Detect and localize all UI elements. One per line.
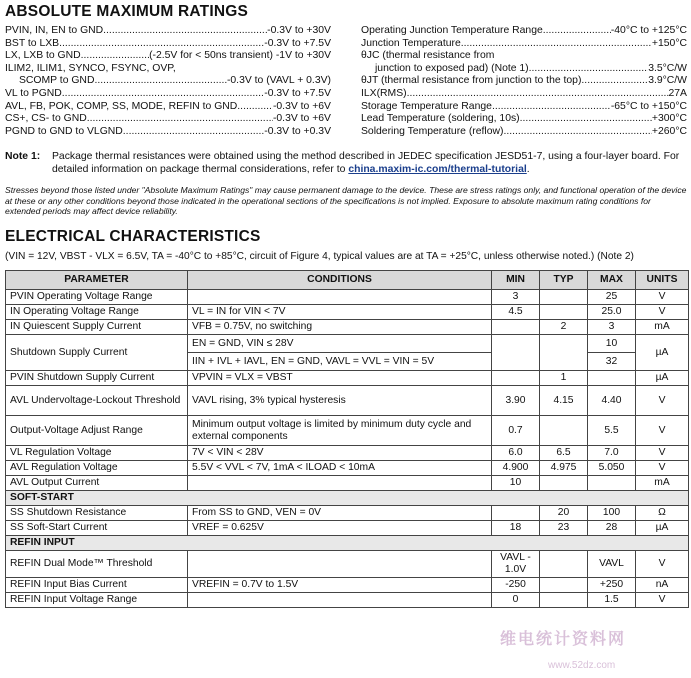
max-cell: 28	[588, 521, 636, 536]
leader-dots	[503, 126, 651, 139]
condition-line: EN = GND, VIN ≤ 28V	[188, 335, 491, 353]
header-max: MAX	[588, 271, 636, 290]
table-row	[6, 461, 689, 476]
rating-value: -0.3V to +7.5V	[264, 37, 331, 49]
param-cell: PVIN Operating Voltage Range	[6, 290, 188, 305]
max-value: 32	[605, 356, 618, 367]
typ-cell: 6.5	[540, 446, 588, 461]
table-row	[6, 446, 689, 461]
rating-label: ILX(RMS)	[361, 87, 407, 99]
typ-cell	[540, 305, 588, 320]
note-1-text: Package thermal resistances were obtained using the method described in JEDEC specification JESD51-7, using a four-layer board. For detailed information on package thermal considerations, refer to	[52, 151, 680, 175]
max-value: 10	[588, 335, 635, 353]
header-conditions: CONDITIONS	[188, 271, 492, 290]
rating-label: LX, LXB to GND	[5, 50, 81, 62]
max-cell	[588, 476, 636, 491]
units-cell: µA	[636, 335, 689, 371]
leader-dots	[103, 25, 267, 38]
note-1-label: Note 1:	[5, 151, 41, 162]
rating-row	[361, 126, 687, 139]
max-cell: 7.0	[588, 446, 636, 461]
rating-label: Lead Temperature (soldering, 10s)	[361, 113, 520, 125]
rating-row	[5, 50, 331, 63]
conditions-cell	[188, 335, 492, 371]
header-typ: TYP	[540, 271, 588, 290]
max-cell: 25	[588, 290, 636, 305]
rating-row	[361, 38, 687, 51]
section-title: REFIN INPUT	[6, 536, 689, 551]
rating-label: BST to LXB	[5, 37, 60, 49]
rating-label: θJT (thermal resistance from junction to the top)	[361, 75, 582, 87]
header-units: UNITS	[636, 271, 689, 290]
abs-max-right-column	[361, 25, 687, 138]
leader-dots	[461, 38, 652, 51]
param-cell: SS Soft-Start Current	[6, 521, 188, 536]
conditions-cell: VAVL rising, 3% typical hysteresis	[188, 386, 492, 416]
param-cell: REFIN Input Bias Current	[6, 578, 188, 593]
rating-row	[5, 38, 331, 51]
max-cell: 100	[588, 506, 636, 521]
table-row	[6, 320, 689, 335]
units-cell: V	[636, 551, 689, 578]
table-row	[6, 593, 689, 608]
leader-dots	[237, 101, 273, 114]
watermark-logo: 维电统计资料网	[500, 631, 627, 648]
conditions-cell: Minimum output voltage is limited by minimum duty cycle and external components	[188, 416, 492, 446]
watermark-url: www.52dz.com	[548, 660, 616, 671]
param-cell: SS Shutdown Resistance	[6, 506, 188, 521]
stress-disclaimer: Stresses beyond those listed under "Absolute Maximum Ratings" may cause permanent damage to the device. These are stress ratings only, and functional operation of the device at these or any other conditions beyond those indicated in the operational sections of the specifications is not implied. Exposure to absolute maximum rating conditions for extended periods may affect device reliability.	[5, 185, 687, 217]
typ-cell	[540, 290, 588, 305]
min-cell: 4.900	[492, 461, 540, 476]
rating-row	[361, 88, 687, 101]
min-cell: 18	[492, 521, 540, 536]
leader-dots	[94, 75, 226, 88]
units-cell: V	[636, 461, 689, 476]
max-cell: +250	[588, 578, 636, 593]
min-cell: 10	[492, 476, 540, 491]
table-row	[6, 335, 689, 371]
rating-label: junction to exposed pad) (Note 1)	[375, 62, 529, 74]
max-cell	[588, 335, 636, 371]
rating-row	[5, 113, 331, 126]
rating-value: -0.3V to (VAVL + 0.3V)	[226, 75, 331, 87]
rating-value: -0.3V to +30V	[267, 25, 331, 36]
rating-row	[361, 50, 687, 63]
param-cell: AVL Regulation Voltage	[6, 461, 188, 476]
rating-value: -0.3V to +0.3V	[264, 125, 331, 137]
max-cell: VAVL	[588, 551, 636, 578]
typ-cell	[540, 335, 588, 371]
units-cell: V	[636, 290, 689, 305]
rating-row	[361, 75, 687, 88]
rating-value: -65°C to +150°C	[610, 100, 687, 112]
table-row	[6, 578, 689, 593]
typ-cell: 23	[540, 521, 588, 536]
leader-dots	[407, 88, 669, 101]
rating-value: 3.5°C/W	[648, 62, 687, 74]
leader-dots	[520, 113, 652, 126]
param-cell: Output-Voltage Adjust Range	[6, 416, 188, 446]
rating-value: 27A	[668, 87, 687, 99]
max-cell: 1.5	[588, 593, 636, 608]
rating-label: SCOMP to GND	[19, 75, 95, 87]
leader-dots	[492, 101, 611, 114]
conditions-cell: VL = IN for VIN < 7V	[188, 305, 492, 320]
rating-value: +300°C	[651, 113, 687, 125]
rating-label: PGND to GND to VLGND	[5, 125, 123, 137]
rating-row	[5, 88, 331, 101]
rating-label: VL to PGND	[5, 87, 62, 99]
typ-cell: 4.975	[540, 461, 588, 476]
max-cell: 3	[588, 320, 636, 335]
rating-label: Storage Temperature Range	[361, 100, 492, 112]
rating-label: Soldering Temperature (reflow)	[361, 125, 504, 137]
param-cell: AVL Undervoltage-Lockout Threshold	[6, 386, 188, 416]
conditions-cell: 5.5V < VVL < 7V, 1mA < ILOAD < 10mA	[188, 461, 492, 476]
header-parameter: PARAMETER	[6, 271, 188, 290]
param-cell: IN Operating Voltage Range	[6, 305, 188, 320]
ec-table	[5, 270, 689, 608]
table-row	[6, 551, 689, 578]
typ-cell	[540, 416, 588, 446]
conditions-cell: VREFIN = 0.7V to 1.5V	[188, 578, 492, 593]
abs-max-left-column	[5, 25, 331, 138]
units-cell: V	[636, 386, 689, 416]
table-row	[6, 305, 689, 320]
rating-row	[361, 101, 687, 114]
rating-label: Operating Junction Temperature Range	[361, 25, 543, 36]
min-cell: 3	[492, 290, 540, 305]
min-cell	[492, 371, 540, 386]
conditions-cell: 7V < VIN < 28V	[188, 446, 492, 461]
units-cell: mA	[636, 476, 689, 491]
typ-cell	[540, 551, 588, 578]
leader-dots	[529, 63, 649, 76]
rating-row	[5, 25, 331, 38]
min-cell: VAVL - 1.0V	[492, 551, 540, 578]
leader-dots	[62, 88, 264, 101]
ec-title: ELECTRICAL CHARACTERISTICS	[5, 228, 261, 245]
note-1: Note 1: Package thermal resistances were obtained using the method described in JEDEC specification JESD51-7, using a four-layer board. For detailed information on package thermal considerations, refer to china.maxim-ic.com/thermal-tutorial.	[5, 151, 680, 175]
min-cell	[492, 506, 540, 521]
param-cell: VL Regulation Voltage	[6, 446, 188, 461]
conditions-cell: VFB = 0.75V, no switching	[188, 320, 492, 335]
rating-row	[361, 63, 687, 76]
max-cell: 4.40	[588, 386, 636, 416]
max-cell	[588, 371, 636, 386]
param-cell: Shutdown Supply Current	[6, 335, 188, 371]
max-cell: 5.050	[588, 461, 636, 476]
units-cell: nA	[636, 578, 689, 593]
table-row	[6, 416, 689, 446]
conditions-cell	[188, 290, 492, 305]
typ-cell	[540, 476, 588, 491]
leader-dots	[581, 75, 648, 88]
typ-cell: 4.15	[540, 386, 588, 416]
section-refin-input	[6, 536, 689, 551]
param-cell: AVL Output Current	[6, 476, 188, 491]
param-cell: REFIN Dual Mode™ Threshold	[6, 551, 188, 578]
table-row	[6, 386, 689, 416]
min-cell: 6.0	[492, 446, 540, 461]
leader-dots	[123, 126, 264, 139]
max-cell: 5.5	[588, 416, 636, 446]
min-cell	[492, 335, 540, 371]
min-cell: 0	[492, 593, 540, 608]
conditions-cell	[188, 551, 492, 578]
section-soft-start	[6, 491, 689, 506]
typ-cell	[540, 593, 588, 608]
conditions-cell	[188, 593, 492, 608]
condition-line: IIN + IVL + IAVL, EN = GND, VAVL = VVL = VIN = 5V	[192, 356, 435, 367]
min-cell: 3.90	[492, 386, 540, 416]
rating-row	[361, 25, 687, 38]
rating-row	[361, 113, 687, 126]
min-cell: 4.5	[492, 305, 540, 320]
max-cell: 25.0	[588, 305, 636, 320]
units-cell: V	[636, 593, 689, 608]
rating-row	[5, 101, 331, 114]
min-cell: -250	[492, 578, 540, 593]
leader-dots	[543, 25, 611, 38]
units-cell: µA	[636, 521, 689, 536]
leader-dots	[81, 50, 149, 63]
rating-label: Junction Temperature	[361, 37, 461, 49]
typ-cell: 2	[540, 320, 588, 335]
units-cell: µA	[636, 371, 689, 386]
rating-value: +150°C	[651, 37, 687, 49]
table-row	[6, 476, 689, 491]
header-min: MIN	[492, 271, 540, 290]
table-row	[6, 521, 689, 536]
rating-label: ILIM2, ILIM1, SYNCO, FSYNC, OVP,	[5, 62, 176, 74]
min-cell	[492, 320, 540, 335]
thermal-tutorial-link[interactable]: china.maxim-ic.com/thermal-tutorial	[348, 163, 527, 175]
units-cell: V	[636, 446, 689, 461]
param-cell: REFIN Input Voltage Range	[6, 593, 188, 608]
rating-value: -0.3V to +6V	[272, 100, 331, 112]
rating-value: 3.9°C/W	[648, 75, 687, 87]
conditions-cell: VREF = 0.625V	[188, 521, 492, 536]
table-row	[6, 506, 689, 521]
param-cell: PVIN Shutdown Supply Current	[6, 371, 188, 386]
units-cell: V	[636, 416, 689, 446]
rating-label: CS+, CS- to GND	[5, 113, 87, 125]
table-row	[6, 290, 689, 305]
units-cell: mA	[636, 320, 689, 335]
table-row	[6, 371, 689, 386]
conditions-cell: VPVIN = VLX = VBST	[188, 371, 492, 386]
rating-value: -40°C to +125°C	[610, 25, 687, 36]
rating-row	[5, 63, 331, 76]
ec-conditions: (VIN = 12V, VBST - VLX = 6.5V, TA = -40°C to +85°C, circuit of Figure 4, typical values are at TA = +25°C, unless otherwise noted.) (Note 2)	[5, 251, 634, 262]
rating-value: -0.3V to +6V	[272, 113, 331, 125]
rating-row	[5, 126, 331, 139]
rating-label: θJC (thermal resistance from	[361, 50, 495, 62]
rating-value: (-2.5V for < 50ns transient) -1V to +30V	[149, 50, 331, 62]
min-cell: 0.7	[492, 416, 540, 446]
param-cell: IN Quiescent Supply Current	[6, 320, 188, 335]
rating-value: -0.3V to +7.5V	[264, 87, 331, 99]
conditions-cell	[188, 476, 492, 491]
typ-cell	[540, 578, 588, 593]
rating-value: +260°C	[651, 125, 687, 137]
rating-row	[5, 75, 331, 88]
ec-header-row	[6, 271, 689, 290]
rating-label: PVIN, IN, EN to GND	[5, 25, 104, 36]
leader-dots	[59, 38, 264, 51]
typ-cell: 20	[540, 506, 588, 521]
typ-cell: 1	[540, 371, 588, 386]
abs-max-title: ABSOLUTE MAXIMUM RATINGS	[5, 3, 249, 20]
conditions-cell: From SS to GND, VEN = 0V	[188, 506, 492, 521]
units-cell: V	[636, 305, 689, 320]
rating-label: AVL, FB, POK, COMP, SS, MODE, REFIN to GND	[5, 100, 238, 112]
section-title: SOFT-START	[6, 491, 689, 506]
units-cell: Ω	[636, 506, 689, 521]
leader-dots	[87, 113, 273, 126]
